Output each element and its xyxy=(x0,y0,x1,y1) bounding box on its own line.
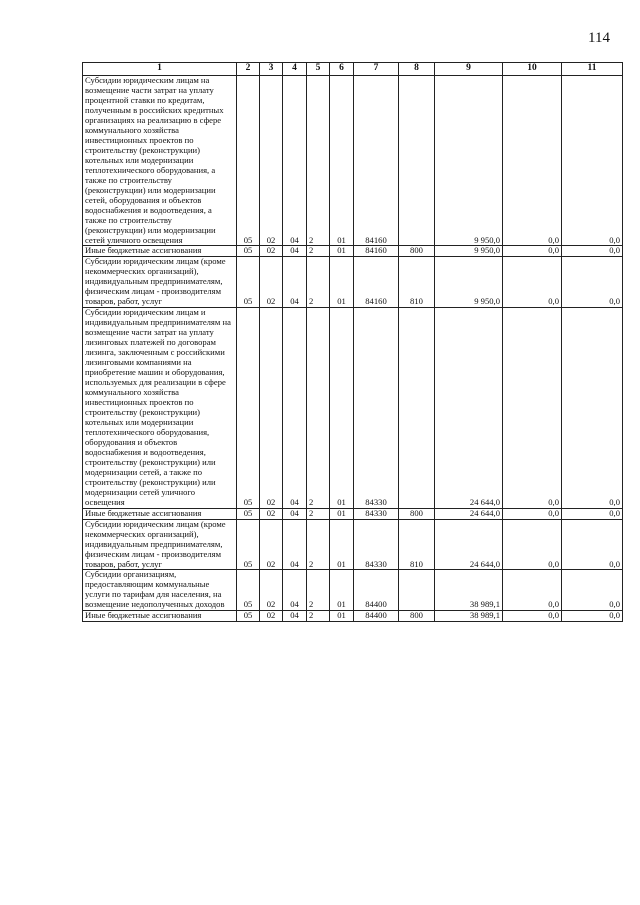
cell-c9: 24 644,0 xyxy=(435,519,503,570)
cell-c2: 05 xyxy=(237,508,260,519)
header-cell: 10 xyxy=(503,63,562,76)
cell-c7: 84400 xyxy=(354,611,399,622)
cell-c5: 2 xyxy=(307,570,330,611)
cell-c9: 38 989,1 xyxy=(435,611,503,622)
cell-c11: 0,0 xyxy=(562,611,623,622)
table-row xyxy=(83,611,623,622)
cell-c11: 0,0 xyxy=(562,257,623,308)
cell-c9: 9 950,0 xyxy=(435,76,503,246)
cell-c8 xyxy=(399,76,435,246)
cell-c5: 2 xyxy=(307,508,330,519)
cell-c7: 84330 xyxy=(354,519,399,570)
cell-c8: 810 xyxy=(399,257,435,308)
cell-c5: 2 xyxy=(307,246,330,257)
cell-c5: 2 xyxy=(307,308,330,508)
cell-c8: 800 xyxy=(399,611,435,622)
cell-c4: 04 xyxy=(283,570,307,611)
cell-c4: 04 xyxy=(283,246,307,257)
cell-c4: 04 xyxy=(283,508,307,519)
cell-c8 xyxy=(399,570,435,611)
row-description xyxy=(83,508,237,519)
cell-c7: 84160 xyxy=(354,76,399,246)
table-row xyxy=(83,76,623,246)
row-description xyxy=(83,611,237,622)
cell-c9: 9 950,0 xyxy=(435,246,503,257)
row-description xyxy=(83,570,237,611)
cell-c10: 0,0 xyxy=(503,508,562,519)
header-cell: 2 xyxy=(237,63,260,76)
cell-c11: 0,0 xyxy=(562,508,623,519)
table-row xyxy=(83,246,623,257)
header-cell: 8 xyxy=(399,63,435,76)
cell-c7: 84160 xyxy=(354,246,399,257)
row-description xyxy=(83,257,237,308)
cell-c11: 0,0 xyxy=(562,308,623,508)
cell-c10: 0,0 xyxy=(503,257,562,308)
cell-c6: 01 xyxy=(330,308,354,508)
header-cell: 7 xyxy=(354,63,399,76)
cell-c2: 05 xyxy=(237,308,260,508)
cell-c9: 24 644,0 xyxy=(435,308,503,508)
cell-c3: 02 xyxy=(260,508,283,519)
cell-c9: 24 644,0 xyxy=(435,508,503,519)
row-description xyxy=(83,308,237,508)
cell-c11: 0,0 xyxy=(562,246,623,257)
cell-c8: 810 xyxy=(399,519,435,570)
cell-c7: 84400 xyxy=(354,570,399,611)
table-row xyxy=(83,519,623,570)
cell-c5: 2 xyxy=(307,611,330,622)
cell-c10: 0,0 xyxy=(503,246,562,257)
cell-c9: 38 989,1 xyxy=(435,570,503,611)
cell-c2: 05 xyxy=(237,76,260,246)
cell-c4: 04 xyxy=(283,76,307,246)
row-description-text: Субсидии юридическим лицам (кроме некоммерческих организаций), индивидуальным предпринимателям, физическим лицам - производителям товаров, работ, услуг xyxy=(85,518,226,569)
cell-c3: 02 xyxy=(260,570,283,611)
cell-c3: 02 xyxy=(260,246,283,257)
header-cell: 3 xyxy=(260,63,283,76)
cell-c7: 84160 xyxy=(354,257,399,308)
header-cell: 5 xyxy=(307,63,330,76)
row-description-text: Иные бюджетные ассигнования xyxy=(85,245,202,256)
cell-c4: 04 xyxy=(283,519,307,570)
row-description xyxy=(83,519,237,570)
row-description-text: Субсидии юридическим лицам (кроме некоммерческих организаций), индивидуальным предпринимателям, физическим лицам - производителям товаров, работ, услуг xyxy=(85,256,226,307)
cell-c2: 05 xyxy=(237,257,260,308)
row-description-text: Иные бюджетные ассигнования xyxy=(85,507,202,518)
cell-c8: 800 xyxy=(399,508,435,519)
cell-c5: 2 xyxy=(307,519,330,570)
cell-c2: 05 xyxy=(237,246,260,257)
cell-c6: 01 xyxy=(330,246,354,257)
cell-c4: 04 xyxy=(283,257,307,308)
row-description-text: Иные бюджетные ассигнования xyxy=(85,610,202,621)
cell-c2: 05 xyxy=(237,570,260,611)
header-cell: 9 xyxy=(435,63,503,76)
table-row xyxy=(83,308,623,508)
cell-c11: 0,0 xyxy=(562,76,623,246)
header-cell: 11 xyxy=(562,63,623,76)
cell-c2: 05 xyxy=(237,519,260,570)
cell-c3: 02 xyxy=(260,308,283,508)
row-description-text: Субсидии организациям, предоставляющим коммунальные услуги по тарифам для населения, на возмещение недополученных доходов xyxy=(85,569,225,610)
cell-c10: 0,0 xyxy=(503,519,562,570)
cell-c3: 02 xyxy=(260,76,283,246)
cell-c7: 84330 xyxy=(354,508,399,519)
cell-c2: 05 xyxy=(237,611,260,622)
table-row xyxy=(83,508,623,519)
header-row xyxy=(83,63,623,76)
cell-c6: 01 xyxy=(330,519,354,570)
cell-c9: 9 950,0 xyxy=(435,257,503,308)
cell-c4: 04 xyxy=(283,611,307,622)
cell-c10: 0,0 xyxy=(503,76,562,246)
table-row xyxy=(83,257,623,308)
cell-c7: 84330 xyxy=(354,308,399,508)
cell-c6: 01 xyxy=(330,570,354,611)
row-description-text: Субсидии юридическим лицам на возмещение части затрат на уплату процентной ставки по кредитам, полученным в российских кредитных организациях на реализацию в сфере коммунального хозяйства инвестиционных проектов по строительству (реконструкции) котельных или модернизации теплотехнического оборудования, а также по строительству (реконструкции) или модернизации сетей, оборудования и объектов водоснабжения и водоотведения, а также по строительству (реконструкции) или модернизации сетей уличного освещения xyxy=(85,75,224,245)
cell-c10: 0,0 xyxy=(503,611,562,622)
cell-c3: 02 xyxy=(260,611,283,622)
cell-c6: 01 xyxy=(330,257,354,308)
header-cell: 1 xyxy=(83,63,237,76)
cell-c5: 2 xyxy=(307,257,330,308)
cell-c4: 04 xyxy=(283,308,307,508)
header-cell: 6 xyxy=(330,63,354,76)
cell-c6: 01 xyxy=(330,508,354,519)
cell-c3: 02 xyxy=(260,519,283,570)
page-number: 114 xyxy=(588,30,610,46)
cell-c8 xyxy=(399,308,435,508)
budget-table xyxy=(82,62,623,622)
cell-c5: 2 xyxy=(307,76,330,246)
cell-c11: 0,0 xyxy=(562,519,623,570)
cell-c6: 01 xyxy=(330,611,354,622)
cell-c6: 01 xyxy=(330,76,354,246)
cell-c8: 800 xyxy=(399,246,435,257)
cell-c11: 0,0 xyxy=(562,570,623,611)
row-description-text: Субсидии юридическим лицам и индивидуальным предпринимателям на возмещение части затрат на уплату лизинговых платежей по договорам лизинга, заключенным с российскими лизинговыми компаниями на приобретение машин и оборудования, используемых для реализации в сфере коммунального хозяйства инвестиционных проектов по строительству (реконструкции) котельных или модернизации теплотехнического оборудования, оборудования и объектов водоснабжения и водоотведения, строительству (реконструкции) или модернизации сетей, а также по строительству (реконструкции) или модернизации сетей уличного освещения xyxy=(85,307,231,507)
cell-c10: 0,0 xyxy=(503,570,562,611)
cell-c3: 02 xyxy=(260,257,283,308)
header-cell: 4 xyxy=(283,63,307,76)
cell-c10: 0,0 xyxy=(503,308,562,508)
table-row xyxy=(83,570,623,611)
row-description xyxy=(83,76,237,246)
row-description xyxy=(83,246,237,257)
